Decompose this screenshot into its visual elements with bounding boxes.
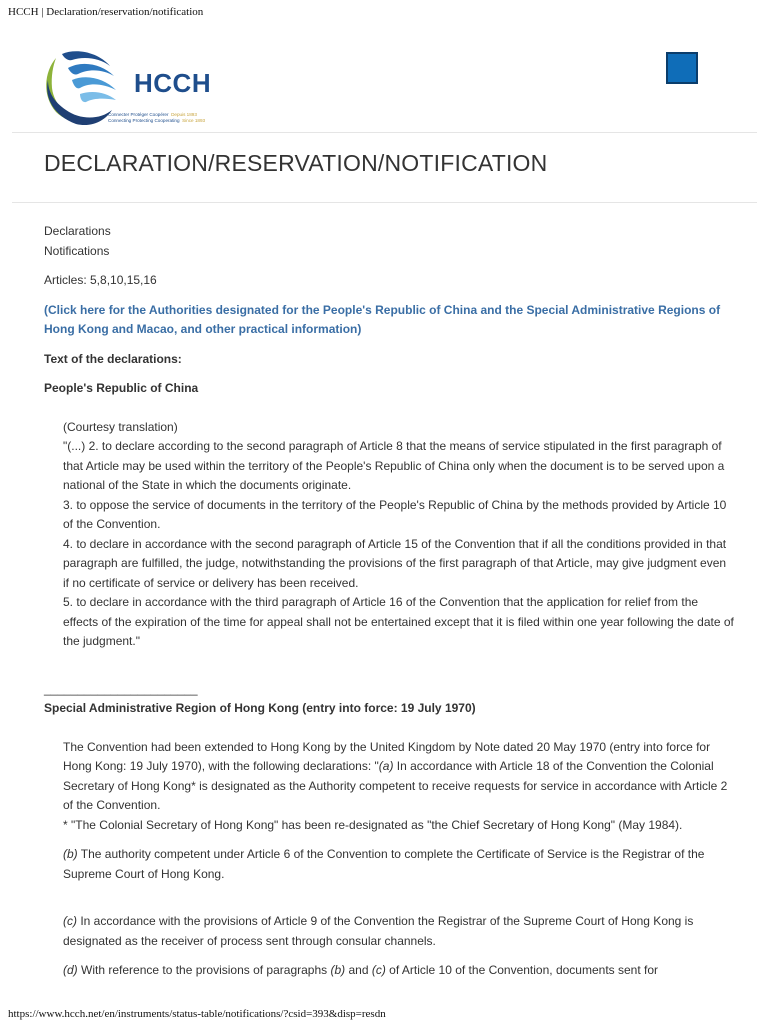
hcch-logo[interactable]: [42, 50, 212, 130]
hk-c-text: In accordance with the provisions of Article 9 of the Convention the Registrar of the Supreme Court of Hong Kong is designated as the receiver of process sent through consular channels.: [63, 914, 694, 948]
hk-a-text: In accordance with Article 18 of the Convention the Colonial Secretary of Hong Kong* is designated as the Authority competent to receive requests for service in accordance with Article 2 of the Convention.: [63, 759, 728, 812]
hk-d-b: (b): [330, 963, 346, 977]
declarations-heading: Text of the declarations:: [44, 351, 182, 366]
section-separator: _______________________: [44, 681, 198, 696]
hk-item-c: [63, 912, 734, 951]
prc-item-3: 3. to oppose the service of documents in the territory of the People's Republic of China by the methods provided by Article 10 of the Convention.: [63, 497, 727, 531]
print-footer-url: https://www.hcch.net/en/instruments/status-table/notifications/?csid=393&disp=resdn: [8, 1008, 386, 1020]
hk-a-label: (a): [378, 759, 394, 773]
hk-d-text1: With reference to the provisions of paragraphs: [77, 963, 331, 977]
tagline-row1-year: Depuis 1893: [171, 112, 197, 117]
hk-b-text: The authority competent under Article 6 of the Convention to complete the Certificate of Service is the Registrar of the Supreme Court of Hong Kong.: [63, 847, 705, 881]
menu-square-icon[interactable]: [666, 52, 698, 84]
tagline-row1: Connecter Protéger Coopérer: [108, 112, 169, 117]
prc-item-2: "(...) 2. to declare according to the second paragraph of Article 8 that the means of service stipulated in the first paragraph of that Article may be used within the territory of the People's Republic of China only when the document is to be served upon a national of the State in which the documents originate.: [63, 439, 725, 492]
hk-heading: Special Administrative Region of Hong Kong (entry into force: 19 July 1970): [44, 701, 476, 715]
type-notifications: Notifications: [44, 243, 110, 258]
hk-d-text2: of Article 10 of the Convention, documents sent for: [385, 963, 658, 977]
hk-item-a: [63, 738, 734, 816]
prc-item-4: 4. to declare in accordance with the second paragraph of Article 15 of the Convention that if all the conditions provided in that paragraph are fulfilled, the judge, notwithstanding the provisions of the first paragraph of that Article, may give judgment even if no certificate of service or delivery has been received.: [63, 536, 727, 590]
hk-declarations: [44, 738, 734, 981]
page-title: DECLARATION/RESERVATION/NOTIFICATION: [44, 150, 548, 176]
tagline-row2-year: Since 1893: [182, 118, 206, 123]
hk-c-label: (c): [63, 914, 77, 928]
hk-b-label: (b): [63, 847, 78, 861]
type-declarations: Declarations: [44, 224, 111, 238]
header-divider: [12, 132, 757, 133]
tagline-row2: Connecting Protecting Cooperating: [108, 118, 180, 123]
authorities-link[interactable]: (Click here for the Authorities designated for the People's Republic of China and the Special Administrative Regions of Hong Kong and Macao, and other practical information): [44, 302, 721, 336]
logo-wordmark: HCCH: [134, 68, 212, 98]
logo-tagline: [108, 112, 205, 124]
main-content: [44, 222, 734, 981]
prc-declarations: [44, 418, 734, 652]
prc-courtesy: (Courtesy translation): [63, 419, 178, 434]
prc-item-5: 5. to declare in accordance with the third paragraph of Article 16 of the Convention that the application for relief from the effects of the expiration of the time for appeal shall not be entertained except that it is filed within one year following the date of the judgment.": [63, 595, 734, 648]
title-divider: [12, 202, 757, 203]
hk-d-and: and: [345, 963, 372, 977]
hk-intro: The Convention had been extended to Hong Kong by the United Kingdom by Note dated 20 May 1970 (entry into force for Hong Kong: 19 July 1970), with the following declarations: ": [63, 739, 711, 773]
articles-line: Articles: 5,8,10,15,16: [44, 273, 157, 287]
prc-heading: People's Republic of China: [44, 381, 199, 395]
hk-footnote: * "The Colonial Secretary of Hong Kong" has been re-designated as "the Chief Secretary of Hong Kong" (May 1984).: [63, 817, 683, 832]
hk-item-b: [63, 845, 734, 884]
hk-d-label: (d): [63, 963, 78, 977]
print-header: HCCH | Declaration/reservation/notification: [8, 6, 204, 18]
hk-d-c: (c): [371, 963, 386, 977]
hk-item-d: [63, 961, 734, 981]
